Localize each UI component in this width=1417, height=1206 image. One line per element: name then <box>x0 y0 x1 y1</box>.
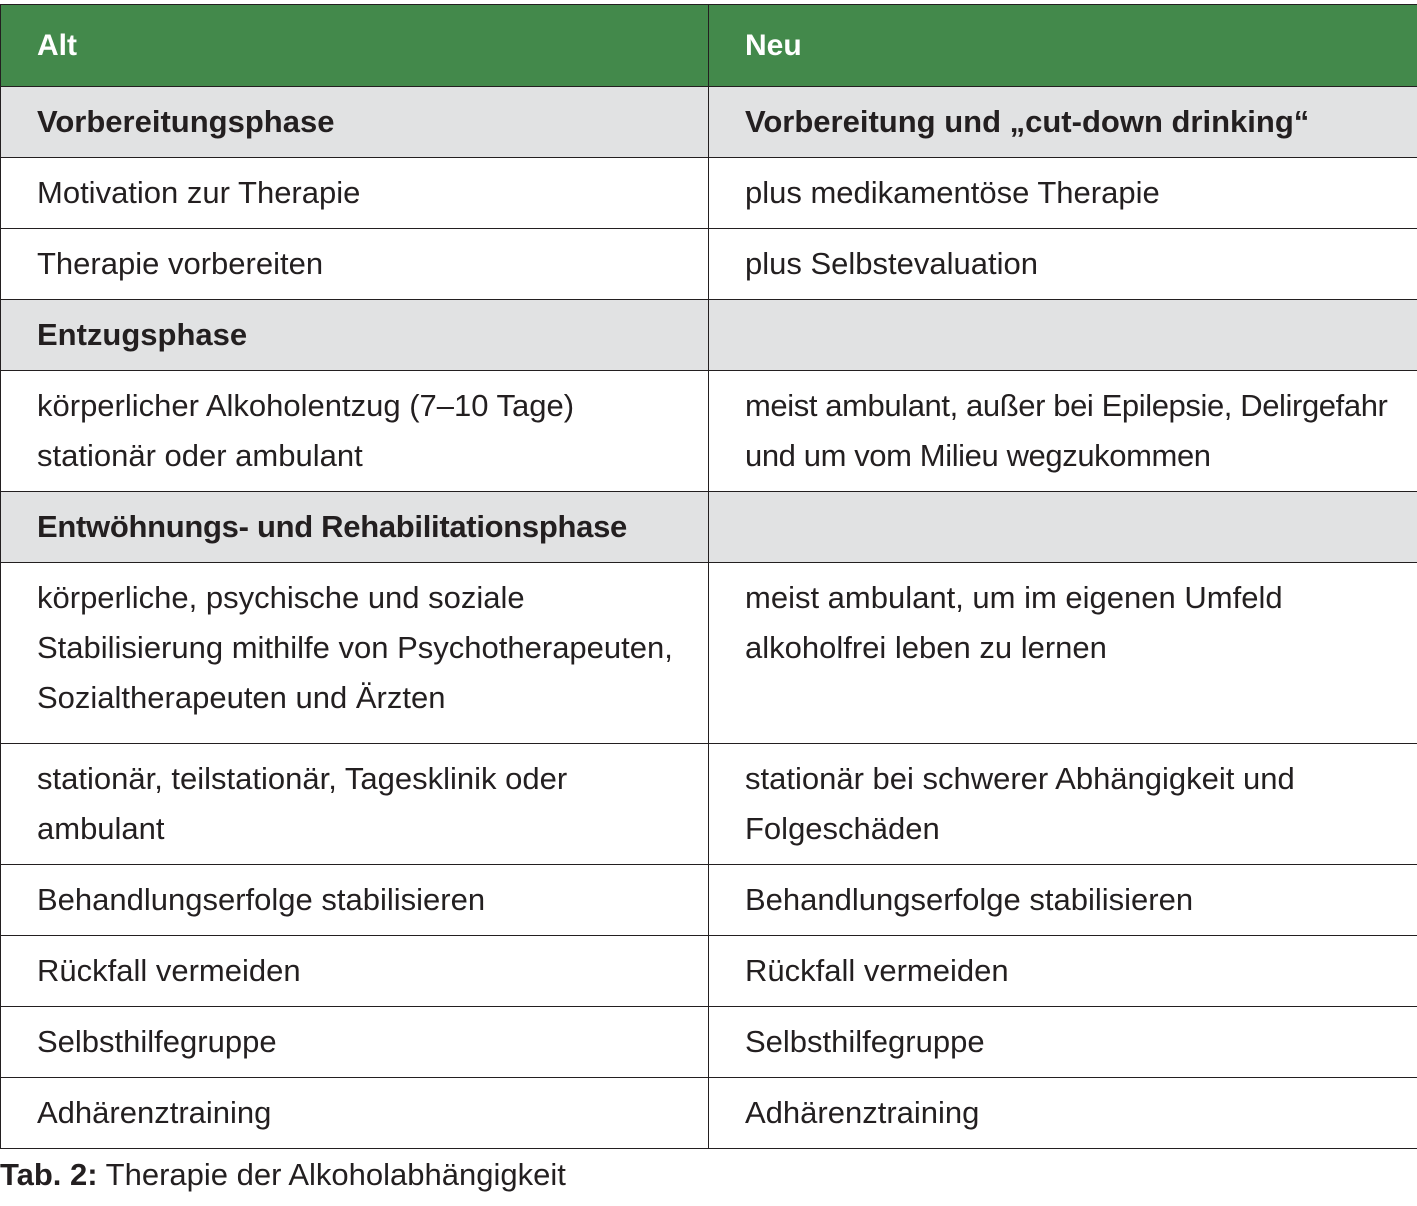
column-header-alt: Alt <box>1 5 709 87</box>
caption-text: Therapie der Alkoholabhängigkeit <box>105 1157 566 1192</box>
table-caption <box>0 1150 566 1200</box>
table-row <box>1 563 1417 744</box>
section-row <box>1 492 1417 563</box>
table-cell-alt: Therapie vorbereiten <box>1 229 709 300</box>
table-header-row <box>1 5 1417 87</box>
section-row <box>1 87 1417 158</box>
table-cell-neu: Rückfall vermeiden <box>709 936 1417 1007</box>
table-cell-alt: Entwöhnungs- und Rehabilitationsphase <box>1 492 709 563</box>
table-cell-neu: meist ambulant, außer bei Epilepsie, Delirgefahr und um vom Milieu wegzukommen <box>709 371 1417 492</box>
table-cell-alt: Entzugsphase <box>1 300 709 371</box>
table-cell-alt: körperliche, psychische und soziale Stabilisierung mithilfe von Psychotherapeuten, Sozialtherapeuten und Ärzten <box>1 563 709 744</box>
column-header-neu: Neu <box>709 5 1417 87</box>
table-cell-neu: meist ambulant, um im eigenen Umfeld alkoholfrei leben zu lernen <box>709 563 1417 744</box>
table-cell-neu <box>709 492 1417 563</box>
table-row <box>1 1007 1417 1078</box>
table-cell-neu: Behandlungserfolge stabilisieren <box>709 865 1417 936</box>
table-row <box>1 158 1417 229</box>
caption-label: Tab. 2: <box>0 1157 98 1192</box>
table-row <box>1 371 1417 492</box>
table-cell-alt: stationär, teilstationär, Tagesklinik oder ambulant <box>1 744 709 865</box>
table-cell-neu: plus Selbstevaluation <box>709 229 1417 300</box>
table-cell-alt: Rückfall vermeiden <box>1 936 709 1007</box>
table-cell-neu: Vorbereitung und „cut-down drinking“ <box>709 87 1417 158</box>
table-cell-alt: Adhärenztraining <box>1 1078 709 1149</box>
table-cell-neu: stationär bei schwerer Abhängigkeit und Folgeschäden <box>709 744 1417 865</box>
table-cell-neu: Adhärenztraining <box>709 1078 1417 1149</box>
therapy-comparison-table <box>0 4 1417 1149</box>
table-cell-alt: körperlicher Alkoholentzug (7–10 Tage) stationär oder ambulant <box>1 371 709 492</box>
table-row <box>1 1078 1417 1149</box>
table-row <box>1 229 1417 300</box>
table-row <box>1 744 1417 865</box>
section-row <box>1 300 1417 371</box>
table-cell-alt: Motivation zur Therapie <box>1 158 709 229</box>
table-cell-neu: plus medikamentöse Therapie <box>709 158 1417 229</box>
table-cell-alt: Behandlungserfolge stabilisieren <box>1 865 709 936</box>
table-cell-neu: Selbsthilfegruppe <box>709 1007 1417 1078</box>
table-row <box>1 865 1417 936</box>
table-cell-alt: Selbsthilfegruppe <box>1 1007 709 1078</box>
table-cell-neu <box>709 300 1417 371</box>
table-cell-alt: Vorbereitungsphase <box>1 87 709 158</box>
table-row <box>1 936 1417 1007</box>
